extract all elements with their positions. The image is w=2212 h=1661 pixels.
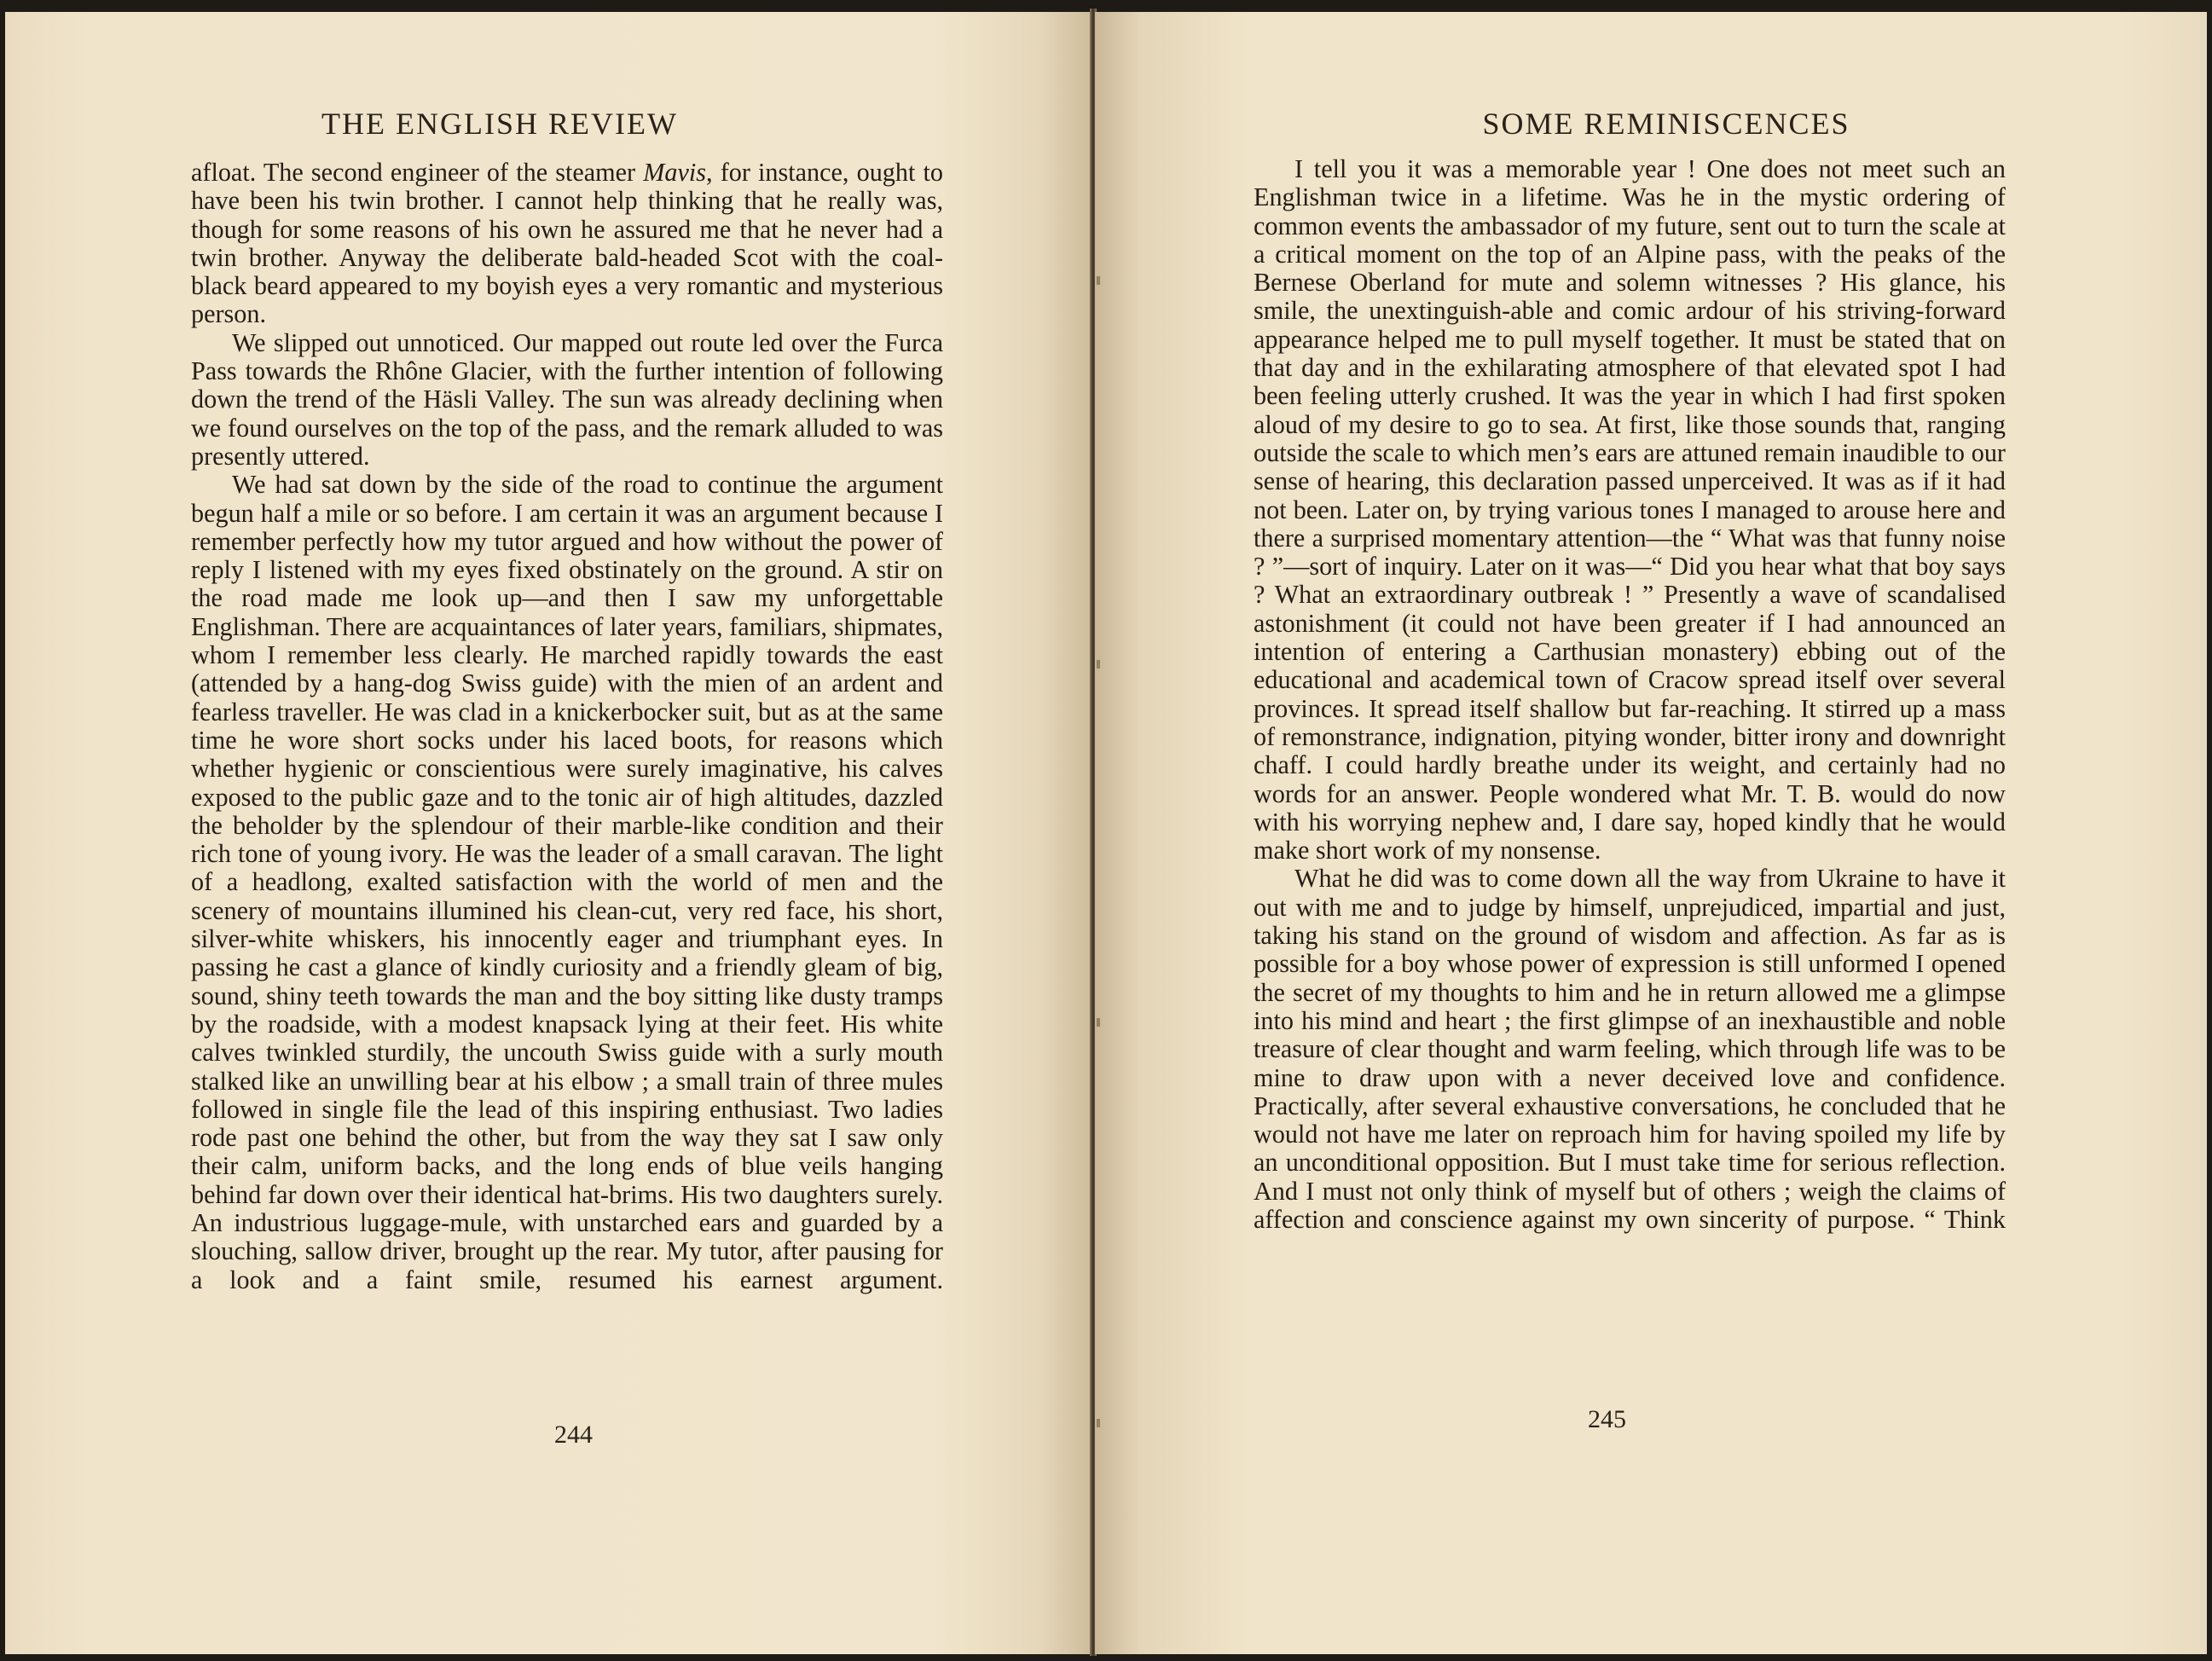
right-page (1095, 12, 2207, 1654)
page-number: 245 (1588, 1405, 1626, 1433)
gutter-mark (1097, 660, 1100, 668)
paragraph: We slipped out unnoticed. Our mapped out route led over the Furca Pass towards the Rhône Glacier, with the further intention of following down the trend of the Häsli Valley. The sun was already declining when we found ourselves on the top of the pass, and the remark alluded to was presently uttered. (191, 327, 943, 471)
running-head: THE ENGLISH REVIEW (321, 107, 678, 141)
gutter-mark (1097, 276, 1100, 285)
left-page (5, 12, 1093, 1654)
paragraph: What he did was to come down all the way from Ukraine to have it out with me and to judge by himself, unprejudiced, impartial and just, taking his stand on the ground of wisdom and affection. As far as is possible for a boy whose power of expression is still unformed I opened the secret of my thoughts to him and he in return allowed me a glimpse into his mind and heart ; the first glimpse of an inexhaustible and noble treasure of clear thought and warm feeling, which through life was to be mine to draw upon with a never deceived love and confidence. Practically, after several exhaustive conversations, he concluded that he would not have me later on reproach him for having spoiled my life by an unconditional opposition. But I must take time for serious reflection. And I must not only think of myself but of others ; weigh the claims of affection and conscience against my own sincerity of purpose. “ Think (1254, 864, 2006, 1234)
paragraph (191, 159, 943, 329)
page-body (1254, 155, 2006, 1263)
ship-name: Mavis (643, 158, 707, 187)
paragraph-text: afloat. The second engineer of the steamer (191, 158, 644, 187)
paragraph: We had sat down by the side of the road to continue the argument begun half a mile or so before. I am certain it was an argument because I remember perfectly how my tutor argued and how without the power of reply I listened with my eyes fixed obstinately on the ground. A stir on the road made me look up—and then I saw my unforgettable Englishman. There are acquaintances of later years, familiars, shipmates, whom I remember less clearly. He marched rapidly towards the east (attended by a hang-dog Swiss guide) with the mien of an ardent and fearless traveller. He was clad in a knickerbocker suit, but as at the same time he wore short socks under his laced boots, for reasons which whether hygienic or conscientious were surely imaginative, his calves exposed to the public gaze and to the tonic air of high altitudes, dazzled the beholder by the splendour of their marble-like condition and their rich tone of young ivory. He was the leader of a small caravan. The light of a headlong, exalted satisfaction with the world of men and the scenery of mountains illumined his clean-cut, very red face, his short, silver-white whiskers, his innocently eager and triumphant eyes. In passing he cast a glance of kindly curiosity and a friendly gleam of big, sound, shiny teeth towards the man and the boy sitting like dusty tramps by the roadside, with a modest knapsack lying at their feet. His white calves twinkled sturdily, the uncouth Swiss guide with a surly mouth stalked like an unwilling bear at his elbow ; a small train of three mules followed in single file the lead of this inspiring enthusiast. Two ladies rode past one behind the other, but from the way they sat I saw only their calm, uniform backs, and the long ends of blue veils hanging behind far down over their identical hat-brims. His two daughters surely. An industrious luggage-mule, with unstarched ears and guarded by a slouching, sallow driver, brought up the rear. My tutor, after pausing for a look and a faint smile, resumed his earnest argument. (191, 470, 943, 1294)
paragraph: I tell you it was a memorable year ! One does not meet such an Englishman twice in a lifetime. Was he in the mystic ordering of common events the ambassador of my future, sent out to turn the scale at a critical moment on the top of an Alpine pass, with the peaks of the Bernese Oberland for mute and solemn witnesses ? His glance, his smile, the unextinguish-able and comic ardour of his striving-forward appearance helped me to pull myself together. It must be stated that on that day and in the exhilarating atmosphere of that elevated spot I had been feeling utterly crushed. It was the year in which I had first spoken aloud of my desire to go to sea. At first, like those sounds that, ranging outside the scale to which men’s ears are attuned remain inaudible to our sense of hearing, this declaration passed unperceived. It was as if it had not been. Later on, by trying various tones I managed to arouse here and there a surprised momentary attention—the “ What was that funny noise ? ”—sort of inquiry. Later on it was—“ Did you hear what that boy says ? What an extraordinary outbreak ! ” Presently a wave of scandalised astonishment (it could not have been greater if I had announced an intention of entering a Carthusian monastery) ebbing out of the educational and academical town of Cracow spread itself over several provinces. It spread itself shallow but far-reaching. It stirred up a mass of remonstrance, indignation, pitying wonder, bitter irony and downright chaff. I could hardly breathe under its weight, and certainly had no words for an answer. People wondered what Mr. T. B. would do now with his worrying nephew and, I dare say, hoped kindly that he would make short work of my nonsense. (1254, 154, 2006, 865)
gutter-mark (1097, 1419, 1100, 1427)
running-head: SOME REMINISCENCES (1482, 107, 1850, 141)
page-body (191, 159, 943, 1322)
paragraph-text: , for instance, ought to have been his twin brother. I cannot help thinking that he really was, though for some reasons of his own he assured me that he never had a twin brother. Anyway the deliberate bald-headed Scot with the coal-black beard appeared to my boyish eyes a very romantic and mysterious person. (191, 158, 943, 329)
page-number: 244 (554, 1421, 593, 1449)
gutter-mark (1097, 1018, 1100, 1027)
